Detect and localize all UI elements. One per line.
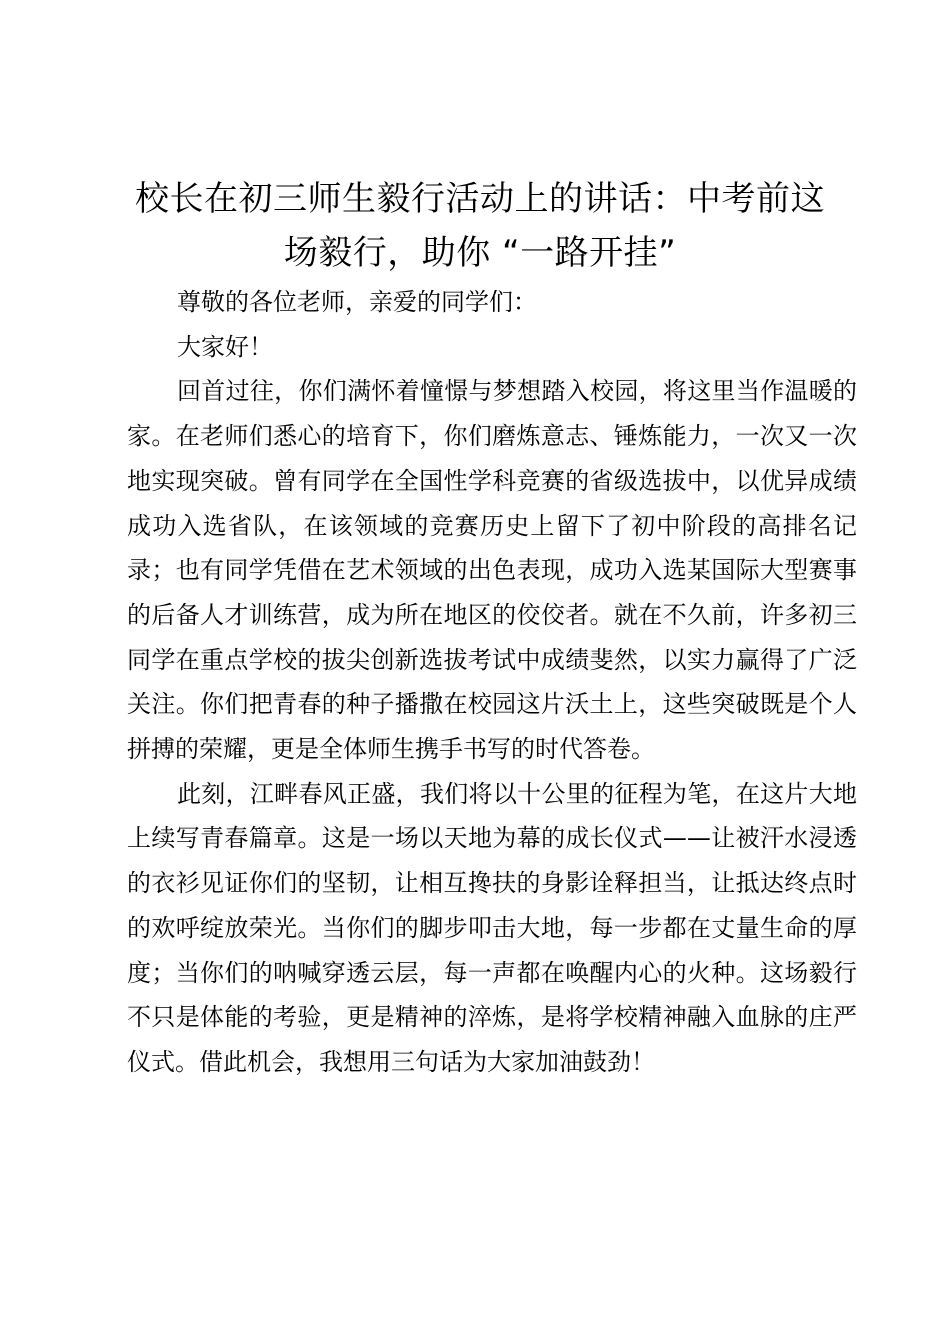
paragraph-present: 此刻，江畔春风正盛，我们将以十公里的征程为笔，在这片大地上续写青春篇章。这是一场以天地为幕的成长仪式——让被汗水浸透的衣衫见证你们的坚韧，让相互搀扶的身影诠释担当，让抵达终点时的欢呼绽放荣光。当你们的脚步叩击大地，每一步都在丈量生命的厚度；当你们的呐喊穿透云层，每一声都在唤醒内心的火种。这场毅行不只是体能的考验，更是精神的淬炼，是将学校精神融入血脉的庄严仪式。借此机会，我想用三句话为大家加油鼓劲！ <box>127 779 857 1076</box>
document-title <box>110 172 850 280</box>
title-line-2: 场毅行，助你 “一路开挂” <box>283 233 677 273</box>
paragraph-review: 回首过往，你们满怀着憧憬与梦想踏入校园，将这里当作温暖的家。在老师们悉心的培育下，你们磨炼意志、锤炼能力，一次又一次地实现突破。曾有同学在全国性学科竞赛的省级选拔中，以优异成绩成功入选省队，在该领域的竞赛历史上留下了初中阶段的高排名记录；也有同学凭借在艺术领域的出色表现，成功入选某国际大型赛事的后备人才训练营，成为所在地区的佼佼者。就在不久前，许多初三同学在重点学校的拔尖创新选拔考试中成绩斐然，以实力赢得了广泛关注。你们把青春的种子播撒在校园这片沃土上，这些突破既是个人拼搏的荣耀，更是全体师生携手书写的时代答卷。 <box>127 377 857 764</box>
title-line-1: 校长在初三师生毅行活动上的讲话：中考前这 <box>135 179 825 219</box>
greeting: 大家好！ <box>177 332 273 361</box>
salutation: 尊敬的各位老师，亲爱的同学们： <box>177 288 537 316</box>
document-body <box>127 280 857 1085</box>
